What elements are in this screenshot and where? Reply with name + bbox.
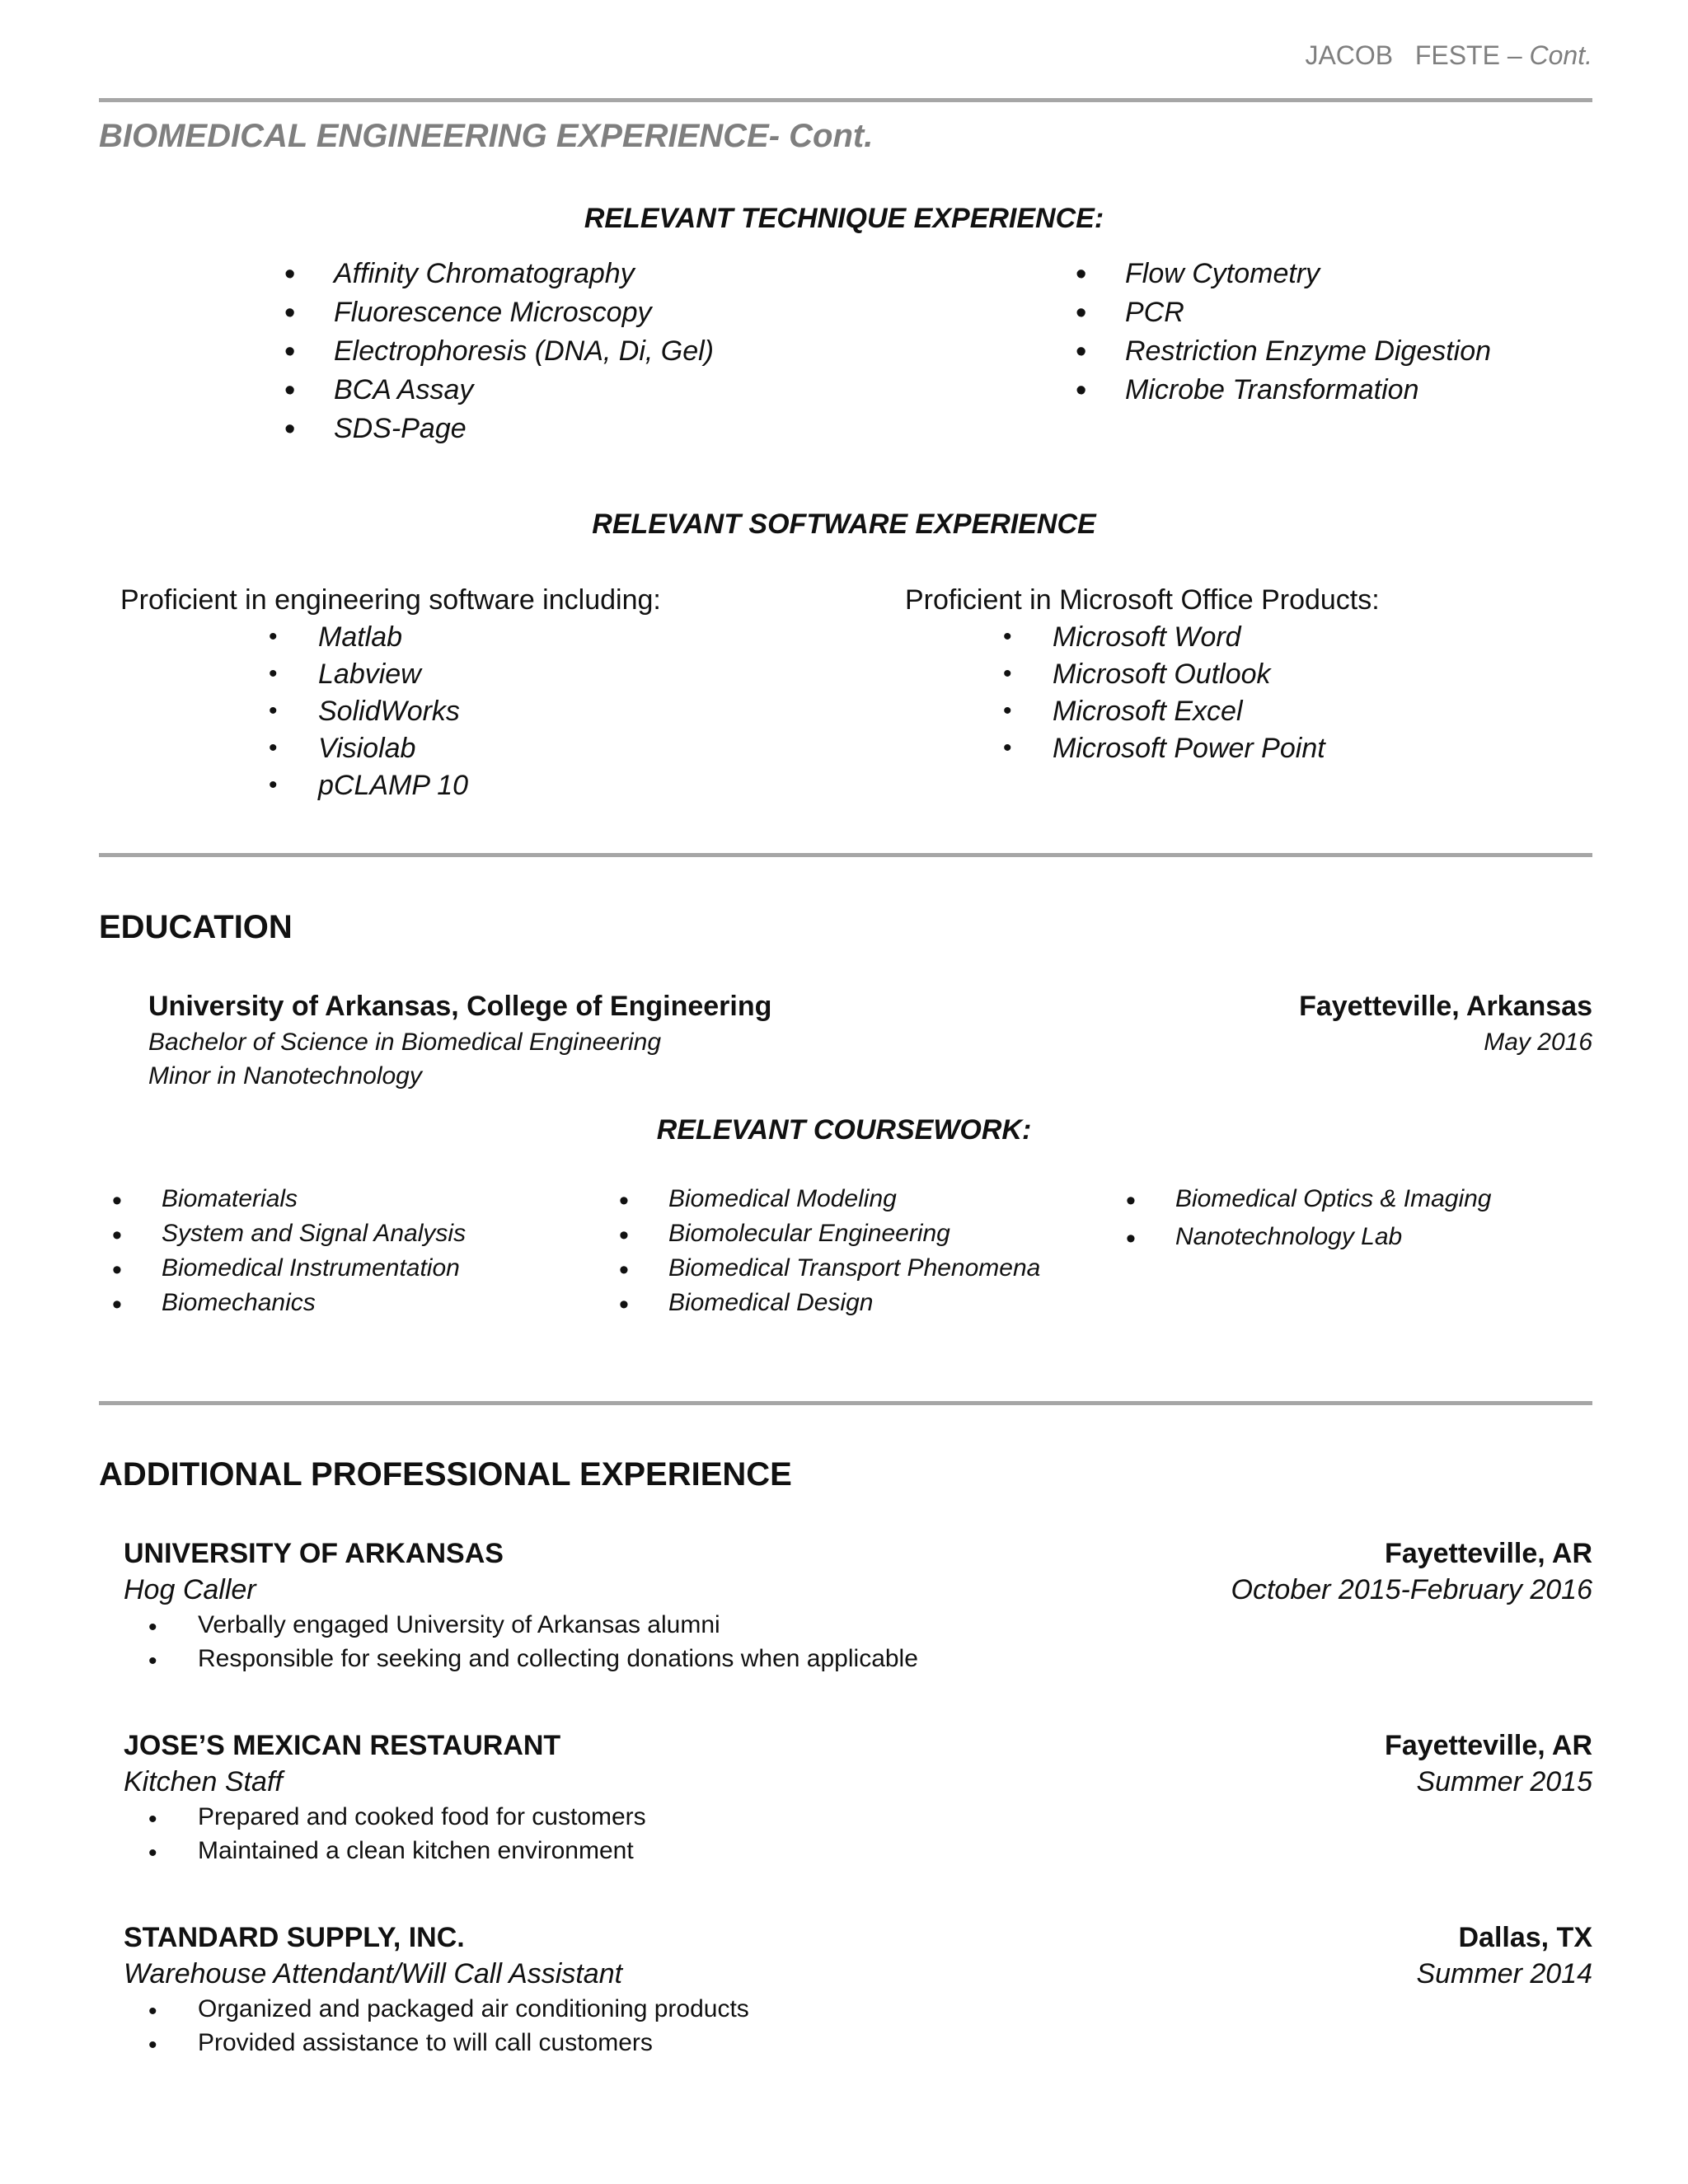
bullet-icon: •	[284, 412, 296, 447]
list-item: System and Signal Analysis	[162, 1220, 467, 1247]
list-item: pCLAMP 10	[318, 770, 469, 801]
bullet-icon: •	[148, 2032, 157, 2059]
list-item: BCA Assay	[334, 374, 474, 405]
bullet-icon: •	[1126, 1223, 1136, 1254]
bullet-icon: •	[112, 1254, 122, 1286]
bullet-icon: •	[1076, 296, 1087, 330]
list-item: Microsoft Power Point	[1053, 733, 1325, 764]
bullet-icon: •	[112, 1185, 122, 1216]
bullet-icon: •	[1076, 335, 1087, 369]
bullet-icon: •	[284, 257, 296, 292]
list-item: Visiolab	[318, 733, 416, 764]
education-title: EDUCATION	[99, 909, 293, 945]
list-item: Biomolecular Engineering	[668, 1220, 950, 1247]
list-item: SDS-Page	[334, 413, 467, 444]
list-item: Matlab	[318, 621, 403, 653]
list-item: Affinity Chromatography	[334, 258, 635, 289]
list-item: Microsoft Excel	[1053, 696, 1243, 727]
technique-heading: RELEVANT TECHNIQUE EXPERIENCE:	[584, 203, 1104, 234]
bullet-icon: •	[284, 296, 296, 330]
software-right-intro: Proficient in Microsoft Office Products:	[905, 584, 1380, 616]
bullet-icon: •	[148, 1840, 157, 1867]
bullet-icon: •	[269, 697, 278, 724]
bullet-icon: •	[619, 1220, 629, 1251]
employer: UNIVERSITY OF ARKANSAS	[124, 1538, 504, 1569]
list-item: Nanotechnology Lab	[1175, 1223, 1403, 1250]
header-cont: Cont.	[1529, 40, 1592, 70]
job-bullet: Provided assistance to will call customers	[198, 2029, 653, 2056]
job-date: Summer 2014	[1416, 1958, 1592, 1990]
job-role: Warehouse Attendant/Will Call Assistant	[124, 1958, 623, 1990]
bullet-icon: •	[619, 1254, 629, 1286]
list-item: Fluorescence Microscopy	[334, 297, 652, 328]
list-item: Flow Cytometry	[1125, 258, 1320, 289]
list-item: Biomedical Transport Phenomena	[668, 1254, 1041, 1282]
list-item: Biomaterials	[162, 1185, 298, 1212]
list-item: Labview	[318, 658, 421, 690]
bullet-icon: •	[1003, 623, 1012, 650]
job-role: Kitchen Staff	[124, 1766, 283, 1797]
header-divider	[99, 98, 1592, 102]
bullet-icon: •	[284, 335, 296, 369]
job-location: Fayetteville, AR	[1385, 1538, 1592, 1569]
list-item: SolidWorks	[318, 696, 460, 727]
minor: Minor in Nanotechnology	[148, 1062, 422, 1090]
software-left-intro: Proficient in engineering software including:	[120, 584, 661, 616]
graduation-date: May 2016	[1484, 1029, 1592, 1056]
job-bullet: Organized and packaged air conditioning products	[198, 1995, 749, 2022]
list-item: PCR	[1125, 297, 1184, 328]
employer: JOSE’S MEXICAN RESTAURANT	[124, 1730, 561, 1761]
bullet-icon: •	[1076, 257, 1087, 292]
list-item: Biomedical Design	[668, 1289, 874, 1316]
list-item: Biomedical Modeling	[668, 1185, 897, 1212]
job-bullet: Responsible for seeking and collecting donations when applicable	[198, 1645, 918, 1672]
bullet-icon: •	[1003, 697, 1012, 724]
employer: STANDARD SUPPLY, INC.	[124, 1922, 465, 1953]
software-heading: RELEVANT SOFTWARE EXPERIENCE	[592, 509, 1096, 540]
bullet-icon: •	[269, 660, 278, 687]
header-name: JACOB FESTE	[1305, 40, 1500, 70]
degree: Bachelor of Science in Biomedical Engineering	[148, 1029, 662, 1056]
coursework-heading: RELEVANT COURSEWORK:	[656, 1114, 1032, 1146]
job-bullet: Prepared and cooked food for customers	[198, 1803, 646, 1830]
job-date: October 2015-February 2016	[1231, 1574, 1592, 1605]
bullet-icon: •	[1076, 373, 1087, 408]
bullet-icon: •	[269, 734, 278, 762]
job-date: Summer 2015	[1416, 1766, 1592, 1797]
school-name: University of Arkansas, College of Engineering	[148, 991, 772, 1022]
list-item: Microsoft Outlook	[1053, 658, 1271, 690]
list-item: Microsoft Word	[1053, 621, 1241, 653]
job-bullet: Maintained a clean kitchen environment	[198, 1837, 634, 1864]
bullet-icon: •	[112, 1289, 122, 1320]
bullet-icon: •	[1003, 734, 1012, 762]
biomed-section-title: BIOMEDICAL ENGINEERING EXPERIENCE- Cont.	[99, 118, 874, 154]
bullet-icon: •	[1003, 660, 1012, 687]
list-item: Restriction Enzyme Digestion	[1125, 335, 1492, 367]
list-item: Biomechanics	[162, 1289, 316, 1316]
school-location: Fayetteville, Arkansas	[1299, 991, 1592, 1022]
bullet-icon: •	[619, 1185, 629, 1216]
job-location: Dallas, TX	[1458, 1922, 1592, 1953]
section-divider	[99, 1401, 1592, 1405]
bullet-icon: •	[269, 623, 278, 650]
job-location: Fayetteville, AR	[1385, 1730, 1592, 1761]
section-divider	[99, 853, 1592, 857]
bullet-icon: •	[1126, 1185, 1136, 1216]
list-item: Microbe Transformation	[1125, 374, 1419, 405]
bullet-icon: •	[148, 1647, 157, 1675]
bullet-icon: •	[112, 1220, 122, 1251]
additional-title: ADDITIONAL PROFESSIONAL EXPERIENCE	[99, 1456, 792, 1493]
page-header: JACOB FESTE – Cont.	[1305, 40, 1592, 70]
job-bullet: Verbally engaged University of Arkansas alumni	[198, 1611, 720, 1638]
bullet-icon: •	[269, 771, 278, 799]
list-item: Biomedical Optics & Imaging	[1175, 1185, 1492, 1212]
bullet-icon: •	[284, 373, 296, 408]
list-item: Biomedical Instrumentation	[162, 1254, 460, 1282]
list-item: Electrophoresis (DNA, Di, Gel)	[334, 335, 715, 367]
bullet-icon: •	[148, 1998, 157, 2025]
job-role: Hog Caller	[124, 1574, 256, 1605]
bullet-icon: •	[148, 1614, 157, 1641]
bullet-icon: •	[148, 1806, 157, 1833]
bullet-icon: •	[619, 1289, 629, 1320]
